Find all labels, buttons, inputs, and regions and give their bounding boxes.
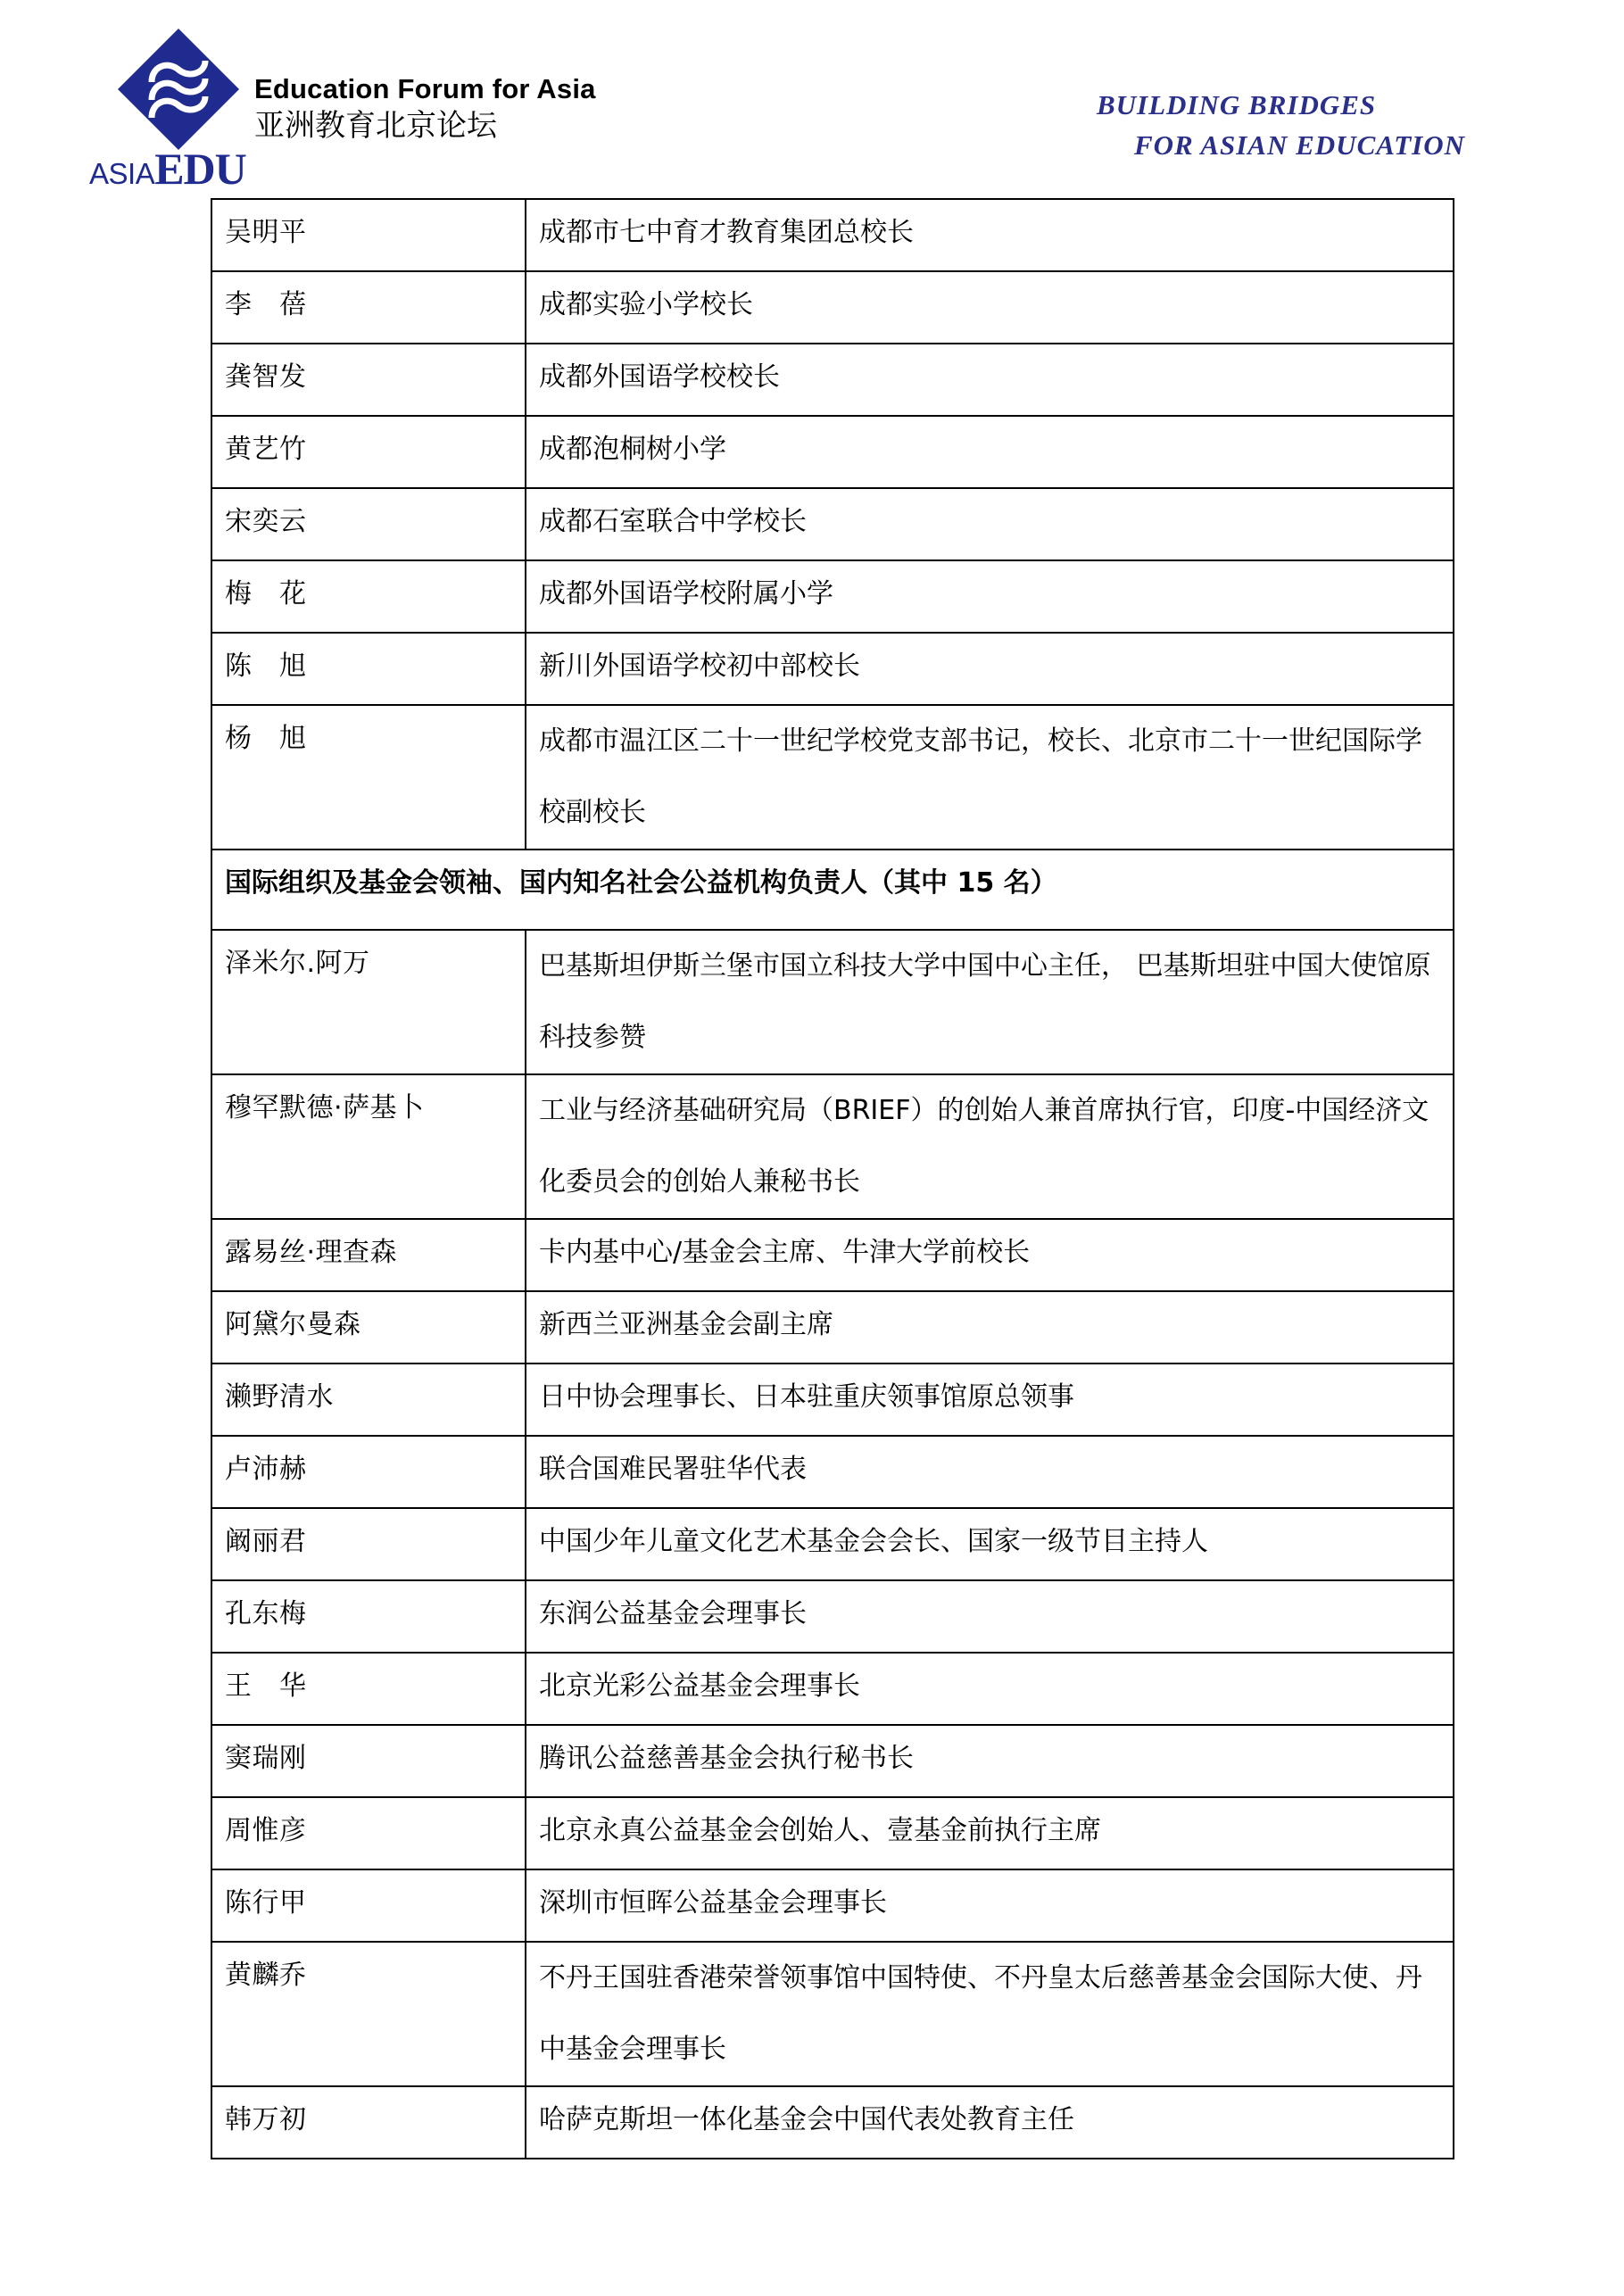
table-row <box>211 1869 1454 1942</box>
table-row <box>211 1725 1454 1797</box>
person-name: 陈行甲 <box>211 1869 526 1942</box>
table-row <box>211 271 1454 344</box>
person-name: 穆罕默德·萨基卜 <box>211 1074 526 1219</box>
logo-chinese-title: 亚洲教育北京论坛 <box>254 108 497 144</box>
logo-text <box>254 73 596 145</box>
table-row <box>211 488 1454 560</box>
person-name: 宋奕云 <box>211 488 526 560</box>
person-name: 龚智发 <box>211 344 526 416</box>
person-name: 泽米尔.阿万 <box>211 930 526 1074</box>
table-row <box>211 1797 1454 1869</box>
table-row <box>211 633 1454 705</box>
table-row <box>211 416 1454 488</box>
person-name: 黄艺竹 <box>211 416 526 488</box>
wordmark-asia: ASIA <box>89 157 155 190</box>
person-role: 日中协会理事长、日本驻重庆领事馆原总领事 <box>526 1364 1454 1436</box>
person-role: 东润公益基金会理事长 <box>526 1580 1454 1653</box>
person-name: 阚丽君 <box>211 1508 526 1580</box>
table-row <box>211 199 1454 271</box>
person-role: 中国少年儿童文化艺术基金会会长、国家一级节目主持人 <box>526 1508 1454 1580</box>
person-role: 成都外国语学校校长 <box>526 344 1454 416</box>
person-role: 北京光彩公益基金会理事长 <box>526 1653 1454 1725</box>
table-row <box>211 930 1454 1074</box>
person-name: 阿黛尔曼森 <box>211 1291 526 1364</box>
person-name: 梅 花 <box>211 560 526 633</box>
table-row <box>211 1580 1454 1653</box>
person-name: 窦瑞刚 <box>211 1725 526 1797</box>
section-header-row <box>211 850 1454 930</box>
tagline-line-1: BUILDING BRIDGES <box>1096 89 1377 120</box>
person-name: 吴明平 <box>211 199 526 271</box>
tagline <box>1097 85 1465 165</box>
person-name: 陈 旭 <box>211 633 526 705</box>
person-name: 黄麟乔 <box>211 1942 526 2086</box>
table-row <box>211 560 1454 633</box>
person-name: 孔东梅 <box>211 1580 526 1653</box>
person-role: 新西兰亚洲基金会副主席 <box>526 1291 1454 1364</box>
table-row <box>211 1074 1454 1219</box>
person-role: 腾讯公益慈善基金会执行秘书长 <box>526 1725 1454 1797</box>
person-role: 不丹王国驻香港荣誉领事馆中国特使、不丹皇太后慈善基金会国际大使、丹中基金会理事长 <box>526 1942 1454 2086</box>
logo-english-title: Education Forum for Asia <box>254 73 596 104</box>
person-name: 周惟彦 <box>211 1797 526 1869</box>
table-row <box>211 1291 1454 1364</box>
person-role: 巴基斯坦伊斯兰堡市国立科技大学中国中心主任， 巴基斯坦驻中国大使馆原科技参赞 <box>526 930 1454 1074</box>
table-row <box>211 1436 1454 1508</box>
person-role: 成都泡桐树小学 <box>526 416 1454 488</box>
table-row <box>211 1653 1454 1725</box>
person-role: 卡内基中心/基金会主席、牛津大学前校长 <box>526 1219 1454 1291</box>
person-name: 濑野清水 <box>211 1364 526 1436</box>
table-row <box>211 705 1454 850</box>
table-row <box>211 2086 1454 2159</box>
person-role: 工业与经济基础研究局（BRIEF）的创始人兼首席执行官，印度-中国经济文化委员会的创始人兼秘书长 <box>526 1074 1454 1219</box>
roster-table <box>211 198 1454 2159</box>
person-role: 联合国难民署驻华代表 <box>526 1436 1454 1508</box>
table-row <box>211 344 1454 416</box>
person-role: 哈萨克斯坦一体化基金会中国代表处教育主任 <box>526 2086 1454 2159</box>
table-row <box>211 1364 1454 1436</box>
person-role: 深圳市恒晖公益基金会理事长 <box>526 1869 1454 1942</box>
person-role: 成都市七中育才教育集团总校长 <box>526 199 1454 271</box>
person-role: 成都外国语学校附属小学 <box>526 560 1454 633</box>
table-row <box>211 1508 1454 1580</box>
person-name: 杨 旭 <box>211 705 526 850</box>
person-role: 北京永真公益基金会创始人、壹基金前执行主席 <box>526 1797 1454 1869</box>
person-role: 成都市温江区二十一世纪学校党支部书记，校长、北京市二十一世纪国际学校副校长 <box>526 705 1454 850</box>
person-name: 王 华 <box>211 1653 526 1725</box>
person-name: 韩万初 <box>211 2086 526 2159</box>
person-role: 新川外国语学校初中部校长 <box>526 633 1454 705</box>
asiaedu-logo-icon <box>116 27 241 152</box>
table-row <box>211 1942 1454 2086</box>
page-header <box>0 0 1624 192</box>
person-name: 卢沛赫 <box>211 1436 526 1508</box>
person-role: 成都实验小学校长 <box>526 271 1454 344</box>
asiaedu-wordmark <box>89 143 246 195</box>
person-role: 成都石室联合中学校长 <box>526 488 1454 560</box>
table-row <box>211 1219 1454 1291</box>
person-name: 李 蓓 <box>211 271 526 344</box>
section-title: 国际组织及基金会领袖、国内知名社会公益机构负责人（其中 15 名） <box>211 850 1454 930</box>
tagline-line-2: FOR ASIAN EDUCATION <box>1133 129 1465 161</box>
wordmark-edu: EDU <box>154 144 246 194</box>
person-name: 露易丝·理查森 <box>211 1219 526 1291</box>
